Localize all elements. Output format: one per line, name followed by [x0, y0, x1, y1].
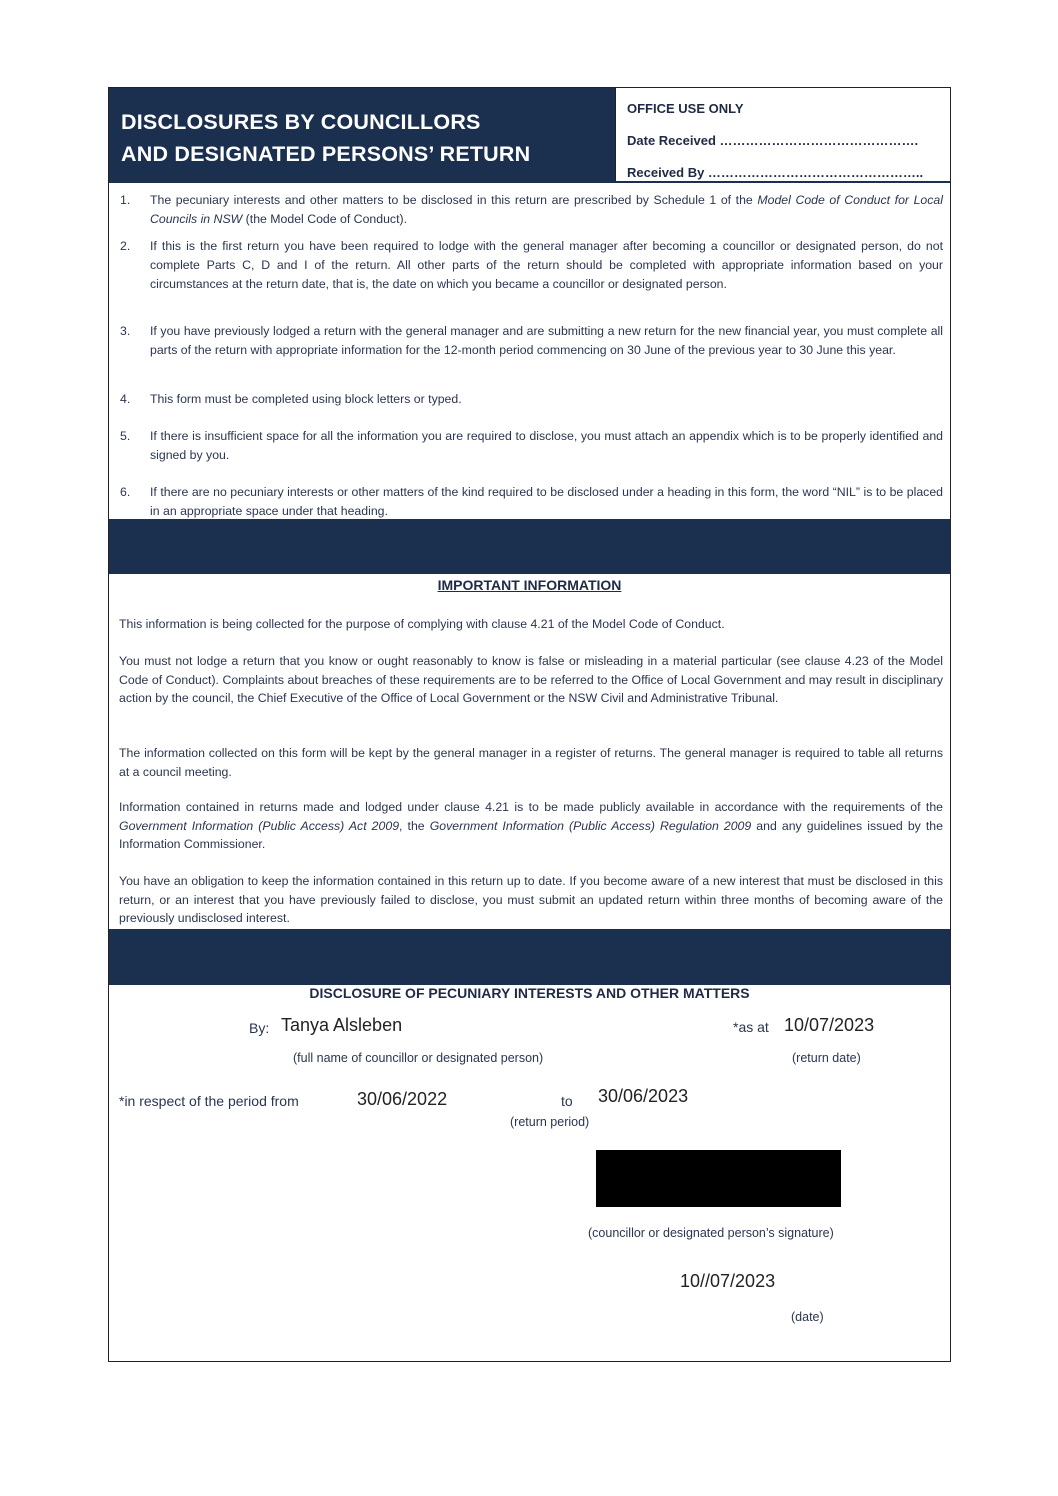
- instruction-text: If there is insufficient space for all the information you are required to disclose, you must attach an appendix which is to be properly identified and signed by you.: [150, 429, 943, 462]
- form-title: [121, 106, 530, 170]
- instruction-number: 6.: [120, 485, 131, 499]
- important-para-5: You have an obligation to keep the information contained in this return up to date. If you become aware of a new interest that must be disclosed in this return, or an interest that you have previously failed to disclose, you must submit an updated return within three months of becoming aware of the previously undisclosed interest.: [119, 874, 943, 925]
- important-para-3: The information collected on this form will be kept by the general manager in a register of returns. The general manager is required to table all returns at a council meeting.: [119, 746, 943, 779]
- disclosure-title: DISCLOSURE OF PECUNIARY INTERESTS AND OTHER MATTERS: [309, 985, 750, 1001]
- important-para-2: You must not lodge a return that you know or ought reasonably to know is false or misleading in a material particular (see clause 4.23 of the Model Code of Conduct). Complaints about breaches of these requirements are to be referred to the Office of Local Government and may result in disciplinary action by the council, the Chief Executive of the Office of Local Government or the NSW Civil and Administrative Tribunal.: [119, 654, 943, 705]
- office-use-heading: OFFICE USE ONLY: [627, 101, 744, 116]
- period-to-field[interactable]: 30/06/2023: [598, 1086, 689, 1106]
- date-caption: (date): [791, 1310, 824, 1324]
- section-divider-band: [109, 519, 950, 574]
- instruction-text: If you have previously lodged a return with the general manager and are submitting a new return for the new financial year, you must complete all parts of the return with appropriate information for the 12-month period commencing on 30 June of the previous year to 30 June this year.: [150, 324, 943, 357]
- instruction-text: If there are no pecuniary interests or other matters of the kind required to be disclosed under a heading in this form, the word “NIL” is to be placed in an appropriate space under that heading.: [150, 485, 943, 518]
- form-title-line1: DISCLOSURES BY COUNCILLORS: [121, 110, 481, 134]
- form-frame: [108, 87, 951, 1362]
- instruction-number: 1.: [120, 193, 131, 207]
- header-rule: [109, 181, 950, 183]
- return-period-caption: (return period): [510, 1115, 590, 1129]
- as-at-label: *as at: [733, 1019, 769, 1035]
- important-para-4: Information contained in returns made and lodged under clause 4.21 is to be made publicly available in accordance with the requirements of the Government Information (Public Access) Act 2009, the Government Information (Public Access) Regulation 2009 and any guidelines issued by the Information Commissioner.: [119, 800, 943, 851]
- section-divider-band: [109, 929, 950, 985]
- return-date-caption: (return date): [792, 1051, 861, 1065]
- important-info-title: IMPORTANT INFORMATION: [437, 577, 622, 593]
- signed-date-field[interactable]: 10//07/2023: [680, 1271, 776, 1291]
- instruction-number: 5.: [120, 429, 131, 443]
- instruction-text: The pecuniary interests and other matters to be disclosed in this return are prescribed by Schedule 1 of the Model Code of Conduct for Local Councils in NSW (the Model Code of Conduct).: [150, 193, 943, 226]
- period-from-field[interactable]: 30/06/2022: [357, 1089, 448, 1109]
- instruction-number: 2.: [120, 239, 131, 253]
- to-label: to: [561, 1093, 573, 1109]
- by-label: By:: [249, 1020, 270, 1036]
- form-title-line2: AND DESIGNATED PERSONS’ RETURN: [121, 142, 531, 166]
- name-caption: (full name of councillor or designated person): [293, 1051, 544, 1065]
- received-by-field: Received By …………………………………………..: [627, 165, 924, 180]
- title-band: [109, 88, 615, 181]
- instruction-number: 3.: [120, 324, 131, 338]
- date-received-field: Date Received ……………………………………….: [627, 133, 919, 148]
- signature-caption: (councillor or designated person’s signature): [588, 1226, 834, 1240]
- instruction-number: 4.: [120, 392, 131, 406]
- signature-redacted: [596, 1150, 841, 1207]
- period-label: *in respect of the period from: [119, 1093, 299, 1109]
- important-para-1: This information is being collected for the purpose of complying with clause 4.21 of the Model Code of Conduct.: [119, 617, 725, 631]
- name-field[interactable]: Tanya Alsleben: [281, 1015, 403, 1035]
- instruction-text: If this is the first return you have been required to lodge with the general manager after becoming a councillor or designated person, do not complete Parts C, D and I of the return. All other parts of the return should be completed with appropriate information based on your circumstances at the return date, that is, the date on which you became a councillor or designated person.: [150, 239, 943, 291]
- return-date-field[interactable]: 10/07/2023: [784, 1015, 875, 1035]
- office-use-box: [615, 88, 950, 181]
- instruction-text: This form must be completed using block letters or typed.: [150, 392, 462, 406]
